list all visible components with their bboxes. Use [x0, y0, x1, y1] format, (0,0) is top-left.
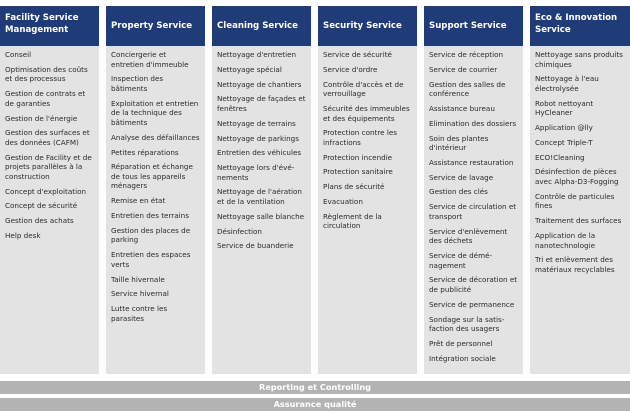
- list-item: Entretien des espaces verts: [111, 250, 191, 269]
- list-item: Nettoyage d'entretien: [217, 50, 297, 59]
- list-item: Intégration sociale: [429, 353, 496, 363]
- list-item: Service de circulation et transport: [429, 202, 517, 221]
- list-item: Assistance bureau: [429, 103, 495, 113]
- list-item: Prêt de personnel: [429, 338, 493, 348]
- list-item: Service d'ordre: [323, 64, 378, 74]
- list-item: Service de déménagement: [429, 250, 493, 270]
- service-list: [530, 46, 630, 275]
- list-item: Plans de sécurité: [323, 182, 385, 192]
- list-item: Protection sanitaire: [323, 167, 393, 177]
- list-item: Conciergerie et entretien d'immeuble: [111, 50, 189, 69]
- list-item: Application @lly: [535, 123, 593, 133]
- list-item: Soin des plantes d'intérieur: [429, 133, 489, 153]
- service-list: [106, 46, 205, 323]
- list-item: Taille hivernale: [111, 274, 165, 284]
- list-item: Nettoyage de l'aération et de la ventilation: [217, 187, 302, 207]
- service-list: [0, 46, 99, 241]
- column-title: Security Service: [318, 6, 417, 46]
- reporting-bar: Reporting et Controlling: [0, 381, 630, 394]
- list-item: Entretien des véhicules: [217, 148, 302, 158]
- list-item: Inspection des bâtiments: [111, 74, 164, 93]
- list-item: Gestion des clés: [429, 187, 488, 197]
- list-item: Service de décoration et de publicité: [429, 275, 518, 294]
- list-item: Gestion des salles de conférence: [429, 79, 506, 99]
- list-item: ECO!Cleaning: [535, 152, 585, 162]
- list-item: Réparation et échange de tous les appareils ménagers: [111, 162, 193, 191]
- list-item: Sondage sur la satisfaction des usagers: [429, 314, 505, 334]
- list-item: Nettoyage à l'eau électrolysée: [535, 74, 599, 93]
- column-support-service: [424, 6, 523, 374]
- list-item: Service de buanderie: [217, 241, 294, 251]
- service-list: [212, 46, 311, 251]
- list-item: Petites réparations: [111, 147, 179, 157]
- list-item: Nettoyage sans produits chimiques: [535, 50, 623, 69]
- column-title: Eco & Innovation Service: [530, 6, 630, 46]
- list-item: Règlement de la circulation: [323, 211, 382, 231]
- list-item: Service de lavage: [429, 172, 494, 182]
- list-item: Contrôle de particules fines: [535, 191, 615, 211]
- list-item: Assistance restauration: [429, 157, 514, 167]
- list-item: Désinfection: [217, 226, 262, 236]
- list-item: Service de sécurité: [323, 50, 392, 59]
- list-item: Entretien des terrains: [111, 211, 189, 221]
- list-item: Analyse des défaillances: [111, 132, 200, 142]
- list-item: Nettoyage lors d'événements: [217, 163, 295, 182]
- list-item: Service de permanence: [429, 299, 515, 309]
- column-facility-service-management: [0, 6, 99, 374]
- list-item: Nettoyage salle blanche: [217, 211, 305, 221]
- list-item: Traitement des surfaces: [535, 216, 622, 226]
- list-item: Sécurité des immeubles et des équipements: [323, 103, 410, 123]
- list-item: Help desk: [5, 231, 41, 240]
- service-grid: [0, 6, 630, 374]
- column-title: Cleaning Service: [212, 6, 311, 46]
- list-item: Gestion de contrats et de garanties: [5, 89, 86, 108]
- list-item: Service de courrier: [429, 64, 498, 74]
- quality-bar: Assurance qualité: [0, 398, 630, 411]
- list-item: Gestion de Facility et de projets parallèles à la construction: [5, 152, 92, 181]
- list-item: Gestion des surfaces et des données (CAFM): [5, 128, 90, 147]
- column-eco-innovation-service: [530, 6, 630, 374]
- list-item: Concept de sécurité: [5, 201, 78, 211]
- list-item: Protection contre les infractions: [323, 128, 398, 147]
- list-item: Concept Triple-T: [535, 137, 593, 147]
- list-item: Concept d'exploitation: [5, 186, 87, 196]
- column-title: Property Service: [106, 6, 205, 46]
- list-item: Gestion de l'énergie: [5, 113, 78, 123]
- list-item: Contrôle d'accès et de verrouillage: [323, 79, 404, 99]
- service-list: [318, 46, 417, 231]
- list-item: Remise en état: [111, 196, 166, 206]
- list-item: Nettoyage de façades et fenêtres: [217, 94, 306, 113]
- service-list: [424, 46, 523, 363]
- list-item: Nettoyage de terrains: [217, 118, 296, 128]
- list-item: Service de réception: [429, 50, 504, 59]
- list-item: Application de la nanotechnologie: [535, 231, 596, 250]
- list-item: Elimination des dossiers: [429, 118, 517, 128]
- list-item: Désinfection de pièces avec Alpha-D3-Fogging: [535, 167, 619, 187]
- column-title: Support Service: [424, 6, 523, 46]
- list-item: Lutte contre les parasites: [111, 304, 168, 323]
- column-property-service: [106, 6, 205, 374]
- column-title: Facility Service Management: [0, 6, 99, 46]
- list-item: Evacuation: [323, 197, 363, 207]
- column-security-service: [318, 6, 417, 374]
- list-item: Robot nettoyant HyCleaner: [535, 98, 594, 118]
- list-item: Tri et enlèvement des matériaux recyclables: [535, 255, 615, 274]
- list-item: Nettoyage de chantiers: [217, 79, 302, 89]
- list-item: Gestion des achats: [5, 216, 74, 226]
- list-item: Nettoyage de parkings: [217, 133, 299, 143]
- list-item: Nettoyage spécial: [217, 64, 282, 74]
- list-item: Conseil: [5, 50, 32, 59]
- list-item: Gestion des places de parking: [111, 225, 191, 245]
- list-item: Service d'enlèvement des déchets: [429, 226, 508, 246]
- list-item: Protection incendie: [323, 152, 393, 162]
- list-item: Service hivernal: [111, 289, 169, 299]
- list-item: Optimisation des coûts et des processus: [5, 64, 88, 84]
- column-cleaning-service: [212, 6, 311, 374]
- list-item: Exploitation et entretien de la technique des bâtiments: [111, 98, 199, 127]
